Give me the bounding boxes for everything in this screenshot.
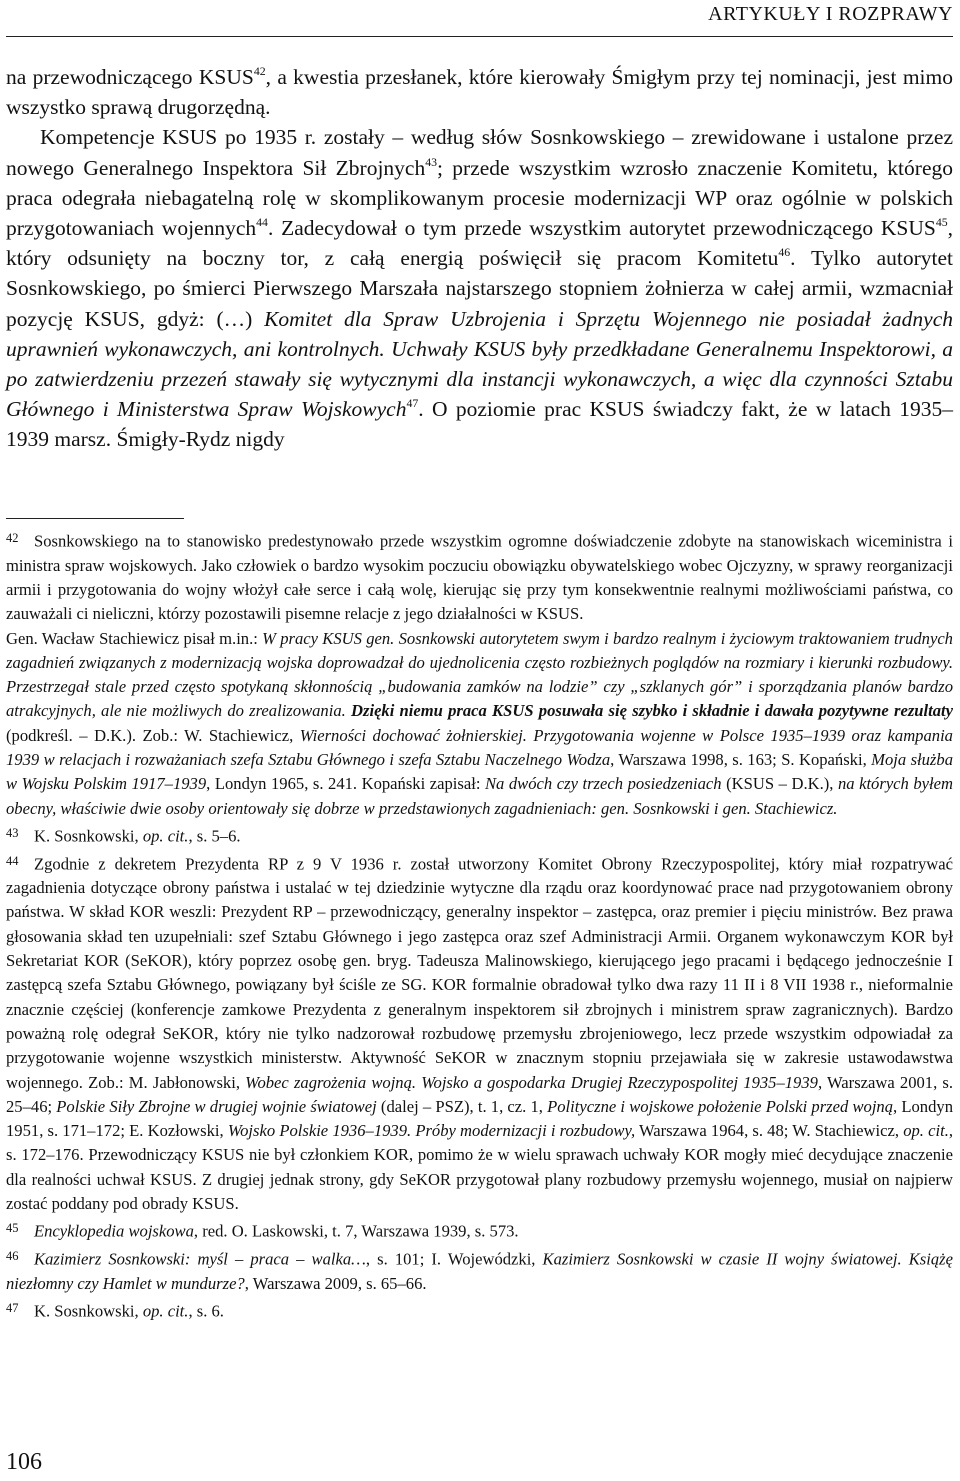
paragraph-1: na przewodniczącego KSUS$^{42}$, a kwestia przesłanek, które kierowały Śmigłym przy tej nominacji, jest mimo wszystko sprawą drugorzędną.: [6, 64, 953, 120]
footnote-42: 42 Sosnkowskiego na to stanowisko predestynowało przede wszystkim ogromne doświadczenie zdobyte na stanowiskach wiceministra i ministra spraw wojskowych. Jako człowiek o bardzo wysokim poczuciu obowiązku obywatelskiego wobec Ojczyzny, w sprawy reorganizacji armii i przygotowania do wojny włożył całe serce i całą wolę, kierując się przy tym konsekwentnie realnymi możliwościami państwa, co zauważali ci nieliczni, którzy pozostawili pisemne relacje z jego działalności w KSUS.: [6, 526, 953, 627]
footnote-ref-42[interactable]: 42: [253, 64, 266, 79]
footnote-number: 42: [6, 531, 19, 545]
footnote-ref-47[interactable]: 47: [406, 396, 419, 411]
footnotes: [6, 526, 953, 1324]
footnote-43: 43 K. Sosnkowski, op. cit., s. 5–6.: [6, 821, 953, 849]
footnote-separator: [6, 518, 184, 519]
running-header: ARTYKUŁY I ROZPRAWY: [708, 3, 953, 25]
header-rule: [6, 36, 953, 37]
book-page: [6, 0, 953, 1481]
footnote-ref-46[interactable]: 46: [778, 245, 791, 260]
footnote-ref-44[interactable]: 44: [256, 215, 268, 230]
footnote-ref-45[interactable]: 45: [935, 215, 948, 230]
footnote-number: 47: [6, 1300, 19, 1315]
page-number: 106: [6, 1449, 42, 1475]
paragraph-2: Kompetencje KSUS po 1935 r. zostały – według słów Sosnkowskiego – zrewidowane i ustalone przez nowego Generalnego Inspektora Sił Zbrojnych$^{43}$; przede wszystkim wzrosło znaczenie Komitetu, którego praca odegrała niebagatelną rolę w skomplikowanym procesie modernizacji WP oraz ogólnie w polskich przygotowaniach wojennych$^{44}$. Zadecydował o tym przede wszystkim autorytet przewodniczącego KSUS$^{45}$, który odsunięty na boczny tor, z całą energią poświęcił się pracom Komitetu$^{46}$. Tylko autorytet Sosnkowskiego, po śmierci Pierwszego Marszała najstarszego stopniem żołnierza w całej armii, wzmacniał pozycję KSUS, gdyż: (…) Komitet dla Spraw Uzbrojenia i Sprzętu Wojennego nie posiadał żadnych uprawnień wykonawczych, ani kontrolnych. Uchwały KSUS były przedkładane Generalnemu Inspektorowi, a po zatwierdzeniu przezeń stawały się wytycznymi dla instancji wykonawczych, a więc dla czynności Sztabu Głównego i Ministerstwa Spraw Wojskowych$^{47}$. O poziomie prac KSUS świadczy fakt, że w latach 1935–1939 marsz. Śmigły-Rydz nigdy: [6, 125, 954, 452]
quotation: Komitet dla Spraw Uzbrojenia i Sprzętu Wojennego nie posiadał żadnych uprawnień wykonawczych, ani kontrolnych. Uchwały KSUS były przedkładane Generalnemu Inspektorowi, a po zatwierdzeniu przezeń stawały się wytycznymi dla instancji wykonawczych, a więc dla czynności Sztabu Głównego i Ministerstwa Spraw Wojskowych: [6, 306, 953, 422]
footnote-number: 46: [6, 1248, 19, 1263]
footnote-42-continued: Gen. Wacław Stachiewicz pisał m.in.: W pracy KSUS gen. Sosnkowski autorytetem swym i bardzo realnym i życiowym traktowaniem trudnych zagadnień związanych z modernizacją wojska doprowadzał do ujednolicenia często rozbieżnych poglądów na rozmiary i kierunki rozbudowy. Przestrzegał stale przed często spotykaną skłonnością „budowania zamków na lodzie” czy „szklanych gór” i sporządzania planów bardzo atrakcyjnych, ale nie możliwych do zrealizowania. Dzięki niemu praca KSUS posuwała się szybko i składnie i dawała pozytywne rezultaty (podkreśl. – D.K.). Zob.: W. Stachiewicz, Wierności dochować żołnierskiej. Przygotowania wojenne w Polsce 1935–1939 oraz kampania 1939 w relacjach i rozważaniach szefa Sztabu Głównego i szefa Sztabu Naczelnego Wodza, Warszawa 1998, s. 163; S. Kopański, Moja służba w Wojsku Polskim 1917–1939, Londyn 1965, s. 241. Kopański zapisał: Na dwóch czy trzech posiedzeniach (KSUS – D.K.), na których byłem obecny, właściwie dwie osoby orientowały się dobrze w przedstawionych zagadnieniach: gen. Sosnkowski i gen. Stachiewicz.: [6, 628, 954, 818]
footnote-45: 45 Encyklopedia wojskowa, red. O. Laskowski, t. 7, Warszawa 1939, s. 573.: [6, 1216, 953, 1244]
footnote-47: 47 K. Sosnkowski, op. cit., s. 6.: [6, 1296, 953, 1324]
footnote-number: 45: [6, 1221, 19, 1236]
main-text: [6, 62, 953, 455]
footnote-ref-43[interactable]: 43: [425, 154, 438, 169]
footnote-46: 46 Kazimierz Sosnkowski: myśl – praca – walka…, s. 101; I. Wojewódzki, Kazimierz Sosnkowski w czasie II wojny światowej. Książę niezłomny czy Hamlet w mundurze?, Warszawa 2009, s. 65–66.: [6, 1244, 953, 1296]
footnote-44: 44 Zgodnie z dekretem Prezydenta RP z 9 V 1936 r. został utworzony Komitet Obrony Rzeczypospolitej, który miał rozpatrywać zagadnienia dotyczące obrony państwa i ustalać w tej dziedzinie wytyczne dla rządu oraz koordynować prace nad przygotowaniem obrony państwa. W skład KOR weszli: Prezydent RP – przewodniczący, generalny inspektor – zastępca, oraz premier i pięciu ministrów. Bez prawa głosowania skład ten uzupełniali: szef Sztabu Głównego i jego zastępca oraz szef Administracji Armii. Organem wykonawczym KOR był Sekretariat KOR (SeKOR), który poprzez osobę gen. bryg. Tadeusza Malinowskiego, kierującego jego pracami i będącego jednocześnie I zastępcą szefa Sztabu Głównego, powiązany był ściśle ze SG. KOR formalnie obradował tylko dwa razy 11 II i 8 VII 1938 r., nieformalnie znacznie częściej (konferencje zamkowe Prezydenta z generalnym inspektorem sił zbrojnych i ministrem spraw zagranicznych). Bardzo poważną rolę odegrał SeKOR, który nie tylko nadzorował rozbudowę przemysłu zbrojeniowego, lecz przede wszystkim odpowiadał za przygotowanie wojenne wszystkich ministerstw. Aktywność SeKOR w znacznym stopniu przejawiała się w zakresie ustawodawstwa wojennego. Zob.: M. Jabłonowski, Wobec zagrożenia wojną. Wojsko a gospodarka Drugiej Rzeczypospolitej 1935–1939, Warszawa 2001, s. 25–46; Polskie Siły Zbrojne w drugiej wojnie światowej (dalej – PSZ), t. 1, cz. 1, Polityczne i wojskowe położenie Polski przed wojną, Londyn 1951, s. 171–172; E. Kozłowski, Wojsko Polskie 1936–1939. Próby modernizacji i rozbudowy, Warszawa 1964, s. 48; W. Stachiewicz, op. cit., s. 172–176. Przewodniczący KSUS nie był członkiem KOR, pomimo że w wielu sprawach uchwały KOR mogły mieć decydujące znaczenie dla realności uchwał KSUS. Z drugiej jednak strony, gdy SeKOR przygotował plany rozbudowy przemysłu wojennego, musiał on najpierw zostać poddany pod obrady KSUS.: [6, 849, 953, 1217]
footnote-number: 43: [6, 825, 19, 840]
footnote-number: 44: [6, 853, 19, 868]
